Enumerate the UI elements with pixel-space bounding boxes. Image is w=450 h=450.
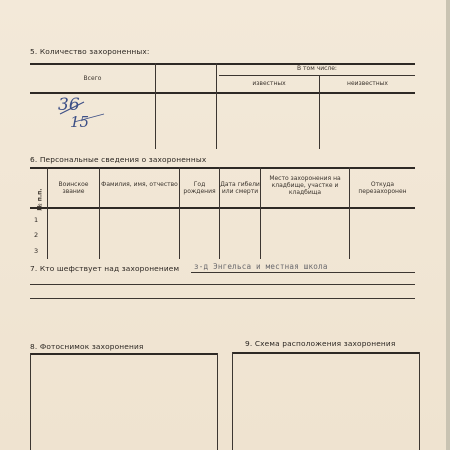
s5-header-unknown: неизвестных: [347, 80, 388, 87]
s6-header-name: Фамилия, имя, отчество: [101, 181, 178, 188]
s6-row-number: 3: [34, 247, 39, 255]
s6-header-burial-place: Место захоронения на кладбище, участке и кладбища: [269, 175, 341, 196]
s6-header-rank: Воинское звание: [58, 181, 89, 195]
s6-table-top-border: [30, 167, 415, 169]
section-5-title: 5. Количество захороненных:: [30, 47, 150, 56]
s6-row-number: 2: [34, 231, 39, 239]
s5-header-known: известных: [252, 80, 286, 87]
section-6-title: 6. Персональные сведения о захороненных: [30, 155, 207, 164]
s8-photo-box-right: [217, 353, 218, 450]
section-7-title: 7. Кто шефствует над захоронением: [30, 264, 180, 273]
s6-header-number: № п.п.: [36, 188, 44, 211]
handwritten-total-crossed: 36: [58, 95, 80, 115]
s9-scheme-box-top: [232, 352, 420, 354]
handwritten-total: 15: [70, 113, 90, 131]
section-8-title: 8. Фотоснимок захоронения: [30, 342, 144, 351]
s8-photo-box-left: [30, 353, 31, 450]
s6-header-death-date: Дата гибели или смерти: [220, 181, 260, 195]
s9-scheme-box-left: [232, 352, 233, 450]
page-edge: [446, 0, 450, 450]
s5-col-divider-1: [155, 63, 156, 149]
section-9-title: 9. Схема расположения захоронения: [245, 339, 396, 348]
s5-col-divider-2: [216, 63, 217, 149]
s6-col-divider-5: [260, 167, 261, 259]
s6-header-reburied-from: Откуда перезахоронен: [358, 181, 407, 195]
s5-subheader-line: [219, 75, 415, 76]
s6-header-birth-year: Год рождения: [183, 181, 216, 195]
s8-photo-box-top: [30, 353, 218, 355]
s7-answer-line-1: [191, 272, 415, 273]
s7-answer-line-3: [30, 298, 415, 299]
s5-header-bottom-border: [30, 92, 415, 94]
s5-header-total: Всего: [83, 75, 102, 82]
s9-scheme-box-right: [419, 352, 420, 450]
s6-header-bottom-border: [30, 207, 415, 209]
s7-answer-line-2: [30, 284, 415, 285]
s6-row-number: 1: [34, 216, 39, 224]
patron-typed-stamp: з-д Энгельса и местная школа: [194, 262, 328, 271]
s5-header-including: В том числе:: [297, 65, 337, 72]
